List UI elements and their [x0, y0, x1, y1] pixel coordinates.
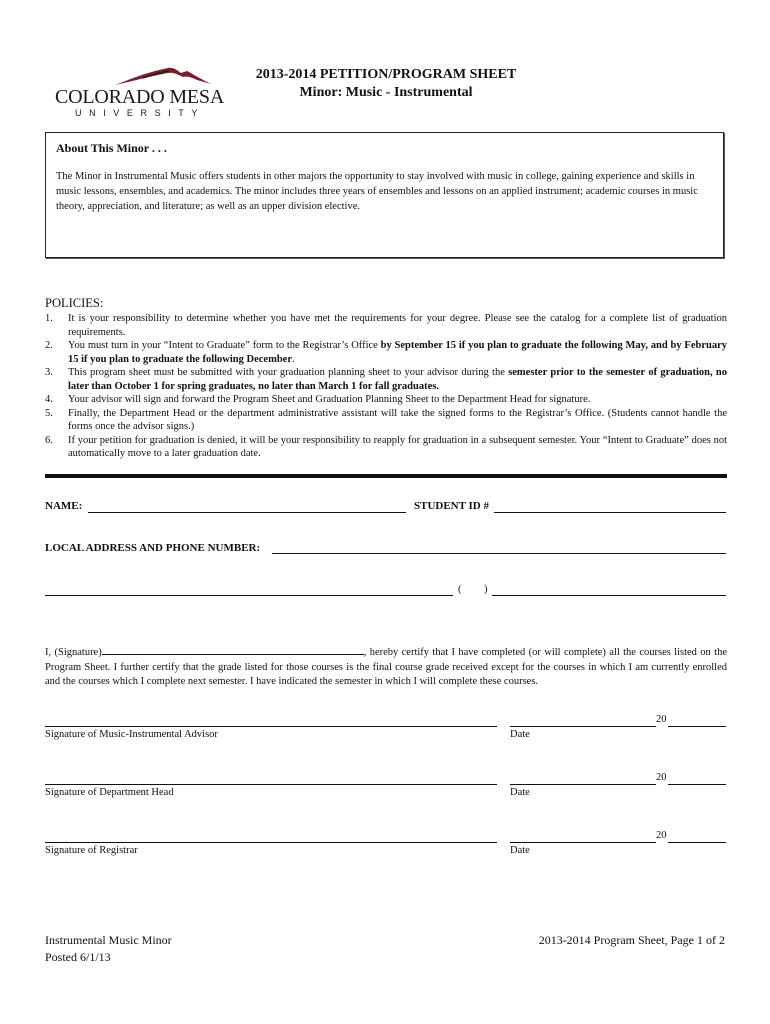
about-text: The Minor in Instrumental Music offers students in other majors the opportunity to stay involved with music in college, gaining experience and skills in music lessons, ensembles, and academics. The minor includes three years of ensembles and lessons on an applied instrument; academic courses in music theory, appreciation, and literature; as well as an upper division elective.	[56, 171, 698, 212]
section-divider	[45, 474, 727, 478]
certification-text: , hereby certify that I have completed (or will complete) all the courses listed on the Program Sheet. I further certify that the grade listed for those courses is the final course grade received except for the courses in which I am currently enrolled and the courses which I complete next semester. I have indicated the semester in which I will complete these courses.	[45, 647, 727, 687]
policy-text: Your advisor will sign and forward the Program Sheet and Graduation Planning Sheet to the Department Head for signature.	[68, 394, 591, 405]
university-logo	[55, 64, 225, 120]
certification-prefix: I, (Signature)	[45, 647, 102, 658]
department-head-signature-field[interactable]	[45, 784, 497, 785]
mesa-mountain-icon	[113, 64, 213, 86]
policy-number: 3.	[45, 367, 53, 378]
policy-number: 6.	[45, 434, 53, 446]
year-prefix: 20	[656, 772, 667, 783]
advisor-date-label: Date	[510, 729, 530, 740]
certification-signature-field[interactable]	[102, 644, 364, 655]
registrar-signature-label: Signature of Registrar	[45, 845, 138, 856]
registrar-date-field[interactable]	[510, 842, 656, 843]
phone-close-paren: )	[484, 584, 488, 595]
policy-text: This program sheet must be submitted with your graduation planning sheet to your advisor during the	[68, 367, 509, 378]
phone-open-paren: (	[458, 584, 462, 595]
advisor-signature-field[interactable]	[45, 726, 497, 727]
policy-number: 2.	[45, 340, 53, 351]
policies-heading: POLICIES:	[45, 296, 104, 310]
footer-page-info: 2013-2014 Program Sheet, Page 1 of 2	[538, 933, 725, 947]
policy-item	[45, 312, 727, 339]
name-label: NAME:	[45, 500, 83, 512]
logo-wordmark: COLORADO MESA	[55, 86, 225, 108]
about-box	[45, 132, 724, 258]
about-title: About This Minor . . .	[56, 141, 167, 155]
department-head-date-field[interactable]	[510, 784, 656, 785]
footer-program-name: Instrumental Music Minor	[45, 933, 172, 947]
footer-left	[45, 932, 172, 966]
registrar-signature-field[interactable]	[45, 842, 497, 843]
address-line-2-field[interactable]	[45, 595, 453, 596]
registrar-date-label: Date	[510, 845, 530, 856]
policy-item	[45, 393, 727, 407]
policy-item	[45, 407, 727, 434]
logo-subtitle: UNIVERSITY	[75, 108, 206, 118]
policy-number: 5.	[45, 407, 53, 419]
year-prefix: 20	[656, 714, 667, 725]
advisor-year-field[interactable]	[668, 726, 726, 727]
policy-text-bold: semester prior to the semester of graduation, no later than October 1 for spring graduates, no later than March 1 for fall graduates.	[68, 367, 728, 392]
advisor-date-field[interactable]	[510, 726, 656, 727]
policy-number: 4.	[45, 394, 53, 405]
page-title	[236, 66, 536, 102]
advisor-signature-label: Signature of Music-Instrumental Advisor	[45, 729, 218, 740]
title-line-1: 2013-2014 PETITION/PROGRAM SHEET	[255, 67, 517, 82]
policy-item	[45, 339, 727, 366]
address-field[interactable]	[272, 553, 726, 554]
policy-text-end: .	[291, 353, 295, 365]
department-head-signature-label: Signature of Department Head	[45, 787, 174, 798]
student-id-label: STUDENT ID #	[414, 500, 489, 512]
policy-text: It is your responsibility to determine whether you have met the requirements for your degree. Please see the catalog for a complete list of graduation requirements.	[68, 313, 727, 338]
policy-item	[45, 434, 727, 461]
student-id-field[interactable]	[494, 512, 726, 513]
registrar-year-field[interactable]	[668, 842, 726, 843]
certification-statement	[45, 644, 727, 690]
phone-number-field[interactable]	[492, 595, 726, 596]
footer-posted-date: Posted 6/1/13	[45, 950, 111, 964]
name-field[interactable]	[88, 512, 406, 513]
policy-text: You must turn in your “Intent to Graduate” form to the Registrar’s Office	[68, 340, 381, 351]
policy-text-bold: by September 15 if you plan to graduate the following May, and by February 15 if you plan to graduate the following December	[68, 340, 727, 365]
address-label: LOCAL ADDRESS AND PHONE NUMBER:	[45, 542, 261, 554]
title-line-2: Minor: Music - Instrumental	[299, 85, 473, 100]
policy-item	[45, 366, 727, 393]
department-head-date-label: Date	[510, 787, 530, 798]
policy-text: Finally, the Department Head or the department administrative assistant will take the signed forms to the Registrar’s Office. (Students cannot handle the forms once the advisor signs.)	[68, 407, 727, 432]
policies-list	[45, 312, 727, 461]
department-head-year-field[interactable]	[668, 784, 726, 785]
year-prefix: 20	[656, 830, 667, 841]
policy-text: If your petition for graduation is denied, it will be your responsibility to reapply for graduation in a subsequent semester. Your “Intent to Graduate” does not automatically move to a later graduation date.	[68, 434, 727, 459]
policy-number: 1.	[45, 313, 53, 324]
